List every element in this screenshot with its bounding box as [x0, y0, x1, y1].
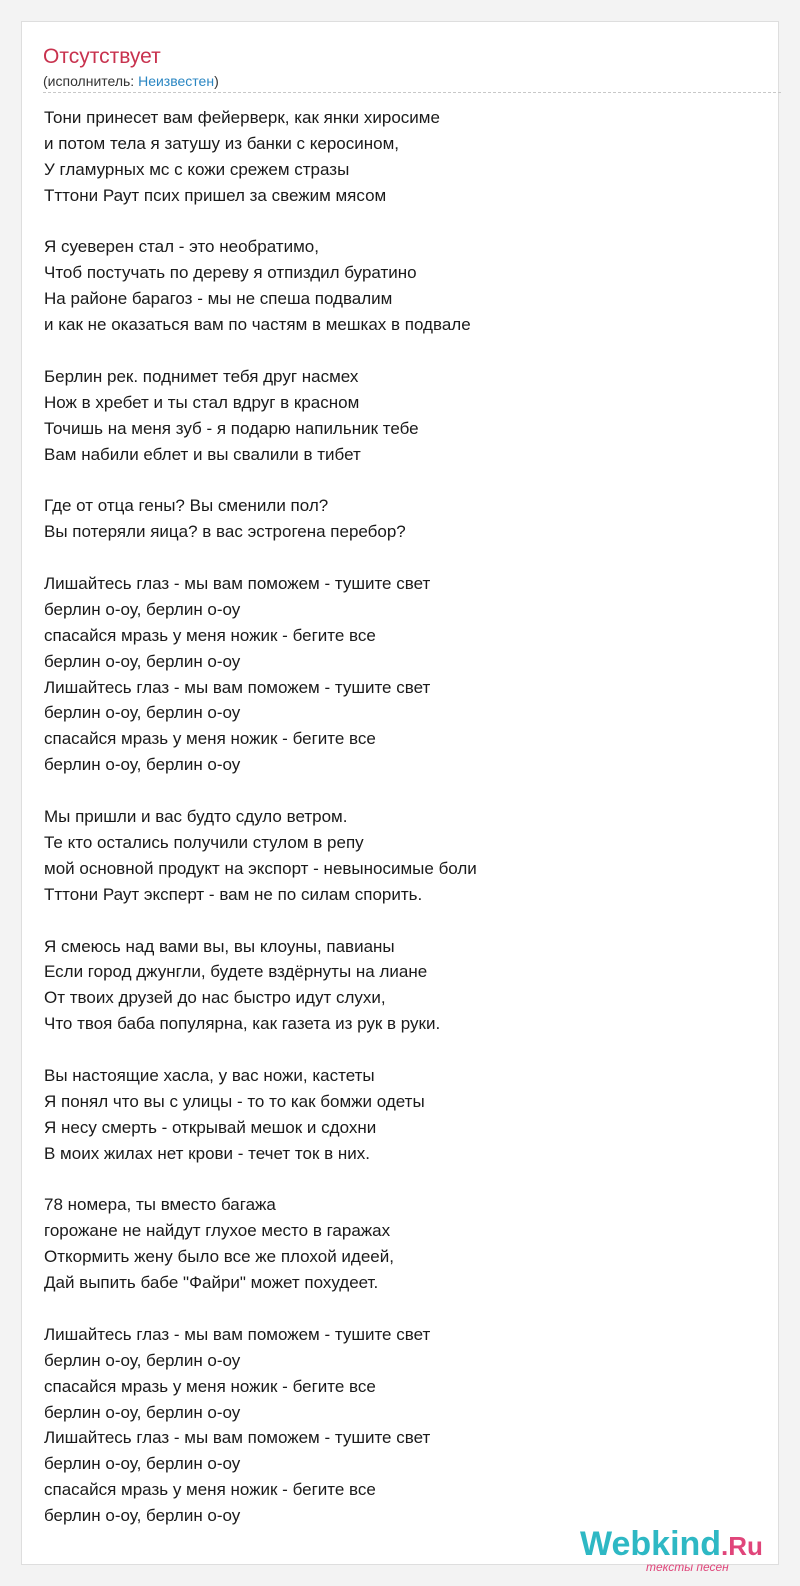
lyrics-line: берлин о-оу, берлин о-оу — [44, 1454, 241, 1474]
lyrics-line: Я смеюсь над вами вы, вы клоуны, павианы — [44, 936, 395, 956]
lyrics-line: Тони принесет вам фейерверк, как янки хиросиме — [44, 108, 440, 127]
lyrics-stanza — [44, 1063, 764, 1167]
lyrics-line: Лишайтесь глаз - мы вам поможем - тушите свет — [44, 1324, 431, 1344]
lyrics-line: 78 номера, ты вместо багажа — [44, 1195, 276, 1215]
lyrics-line: Те кто остались получили стулом в репу — [44, 832, 364, 852]
lyrics-line: Лишайтесь глаз - мы вам поможем - тушите свет — [44, 574, 431, 594]
lyrics-line: Я несу смерть - открывай мешок и сдохни — [44, 1117, 377, 1137]
lyrics-line: берлин о-оу, берлин о-оу — [44, 1402, 241, 1422]
lyrics-line: Я суеверен стал - это необратимо, — [44, 237, 319, 257]
lyrics-line: берлин о-оу, берлин о-оу — [44, 599, 241, 619]
webkind-logo[interactable] — [580, 1524, 780, 1580]
lyrics-line: Если город джунгли, будете вздёрнуты на лиане — [44, 962, 428, 982]
lyrics-stanza — [44, 804, 764, 908]
lyrics-stanza — [44, 364, 764, 468]
lyrics-line: спасайся мразь у меня ножик - бегите все — [44, 1480, 376, 1500]
lyrics-line: Берлин рек. поднимет тебя друг насмех — [44, 366, 359, 386]
lyrics-line: У гламурных мс с кожи срежем стразы — [44, 159, 350, 179]
lyrics-line: Нож в хребет и ты стал вдруг в красном — [44, 392, 360, 412]
lyrics-line: мой основной продукт на экспорт - невыносимые боли — [44, 858, 477, 878]
lyrics-line: и как не оказаться вам по частям в мешках в подвале — [44, 315, 471, 335]
logo-tagline: тексты песен — [646, 1560, 729, 1574]
lyrics-line: Вы настоящие хасла, у вас ножи, кастеты — [44, 1065, 375, 1085]
lyrics-line: Вам набили еблет и вы свалили в тибет — [44, 444, 361, 464]
lyrics-line: Где от отца гены? Вы сменили пол? — [44, 496, 329, 516]
artist-line — [43, 73, 219, 89]
lyrics-stanza — [44, 105, 764, 209]
lyrics-body — [44, 105, 764, 1555]
logo-brand: Webkind — [580, 1525, 722, 1563]
lyrics-line: Тттони Раут эксперт - вам не по силам спорить. — [44, 884, 423, 904]
artist-prefix: (исполнитель: — [43, 73, 139, 89]
lyrics-line: горожане не найдут глухое место в гаражах — [44, 1221, 391, 1241]
lyrics-line: Чтоб постучать по дереву я отпиздил буратино — [44, 263, 417, 283]
lyrics-line: и потом тела я затушу из банки с керосином, — [44, 133, 400, 153]
lyrics-line: Я понял что вы с улицы - то то как бомжи одеты — [44, 1091, 425, 1111]
lyrics-line: В моих жилах нет крови - течет ток в них. — [44, 1143, 370, 1163]
lyrics-line: Мы пришли и вас будто сдуло ветром. — [44, 807, 348, 827]
lyrics-stanza — [44, 1192, 764, 1296]
lyrics-line: Вы потеряли яица? в вас эстрогена перебор? — [44, 522, 406, 542]
lyrics-line: Что твоя баба популярна, как газета из рук в руки. — [44, 1014, 441, 1034]
song-card — [21, 21, 779, 1574]
logo-tld: .Ru — [721, 1531, 763, 1561]
lyrics-line: берлин о-оу, берлин о-оу — [44, 755, 241, 775]
lyrics-line: берлин о-оу, берлин о-оу — [44, 703, 241, 723]
lyrics-stanza — [44, 934, 764, 1038]
lyrics-stanza — [44, 493, 764, 545]
header-divider — [43, 92, 781, 93]
song-title: Отсутствует — [43, 45, 161, 68]
lyrics-line: Тттони Раут псих пришел за свежим мясом — [44, 185, 387, 205]
lyrics-line: спасайся мразь у меня ножик - бегите все — [44, 625, 376, 645]
artist-link[interactable]: Неизвестен — [138, 73, 215, 89]
lyrics-line: берлин о-оу, берлин о-оу — [44, 651, 241, 671]
artist-suffix: ) — [214, 73, 219, 89]
lyrics-line: Лишайтесь глаз - мы вам поможем - тушите свет — [44, 1428, 431, 1448]
lyrics-stanza — [44, 234, 764, 338]
lyrics-line: Лишайтесь глаз - мы вам поможем - тушите свет — [44, 677, 431, 697]
lyrics-line: Дай выпить бабе "Файри" может похудеет. — [44, 1273, 379, 1293]
lyrics-line: берлин о-оу, берлин о-оу — [44, 1350, 241, 1370]
lyrics-line: спасайся мразь у меня ножик - бегите все — [44, 729, 376, 749]
lyrics-line: На районе барагоз - мы не спеша подвалим — [44, 289, 393, 309]
lyrics-stanza — [44, 571, 764, 778]
lyrics-line: Откормить жену было все же плохой идеей, — [44, 1247, 394, 1267]
lyrics-line: спасайся мразь у меня ножик - бегите все — [44, 1376, 376, 1396]
lyrics-stanza — [44, 1322, 764, 1529]
lyrics-line: Точишь на меня зуб - я подарю напильник тебе — [44, 418, 419, 438]
lyrics-line: От твоих друзей до нас быстро идут слухи, — [44, 988, 386, 1008]
lyrics-line: берлин о-оу, берлин о-оу — [44, 1506, 241, 1526]
